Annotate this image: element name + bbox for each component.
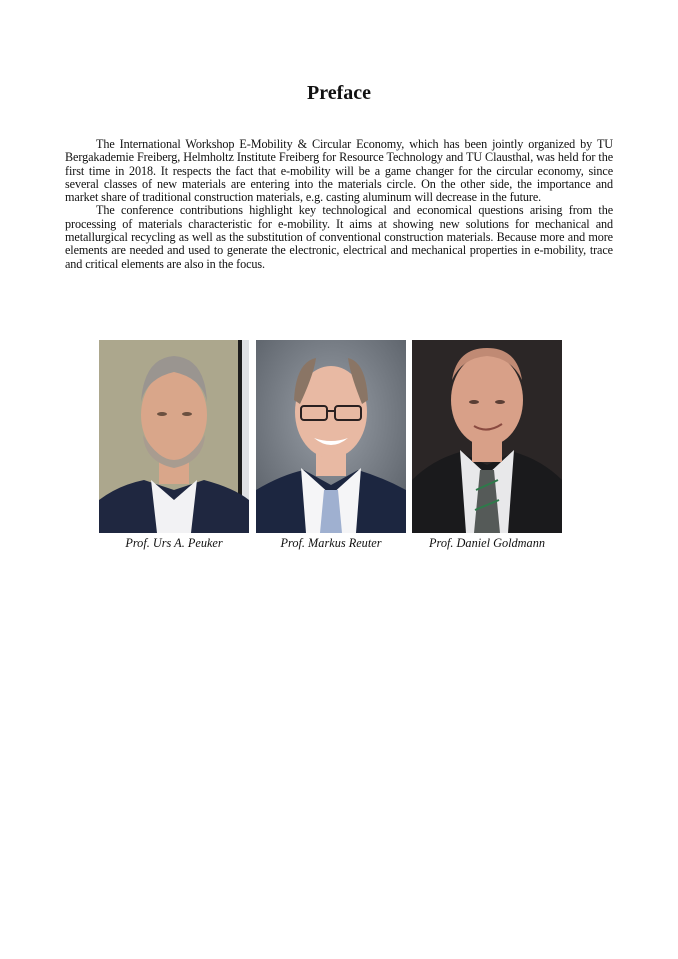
person-photo-icon [99,340,249,533]
paragraph-1: The International Workshop E-Mobility & Circular Economy, which has been jointly organized by TU Bergakademie Freiberg, Helmholtz Institute Freiberg for Resource Technology and TU Clausthal, was held for the first time in 2018. It respects the fact that e-mobility will be a game changer for the circular economy, since several classes of new materials are entering into the materials circle. On the other side, the importance and market share of traditional construction materials, e.g. casting aluminum will decrease in the future. [65,137,613,205]
preface-body [65,138,613,271]
portrait-photo-peuker [99,340,249,533]
portrait-caption: Prof. Daniel Goldmann [428,536,546,550]
person-photo-icon [256,340,406,533]
portrait-peuker [99,340,249,550]
portrait-photo-goldmann [412,340,562,533]
paragraph-2: The conference contributions highlight key technological and economical questions arising from the processing of materials characteristic for e-mobility. It aims at showing new solutions for mechanical and metallurgical recycling as well as the substitution of conventional construction materials. Because more and more elements are needed and used to generate the electronic, electrical and mechanical properties in e-mobility, trace and critical elements are also in the focus. [65,203,613,271]
portrait-goldmann [412,340,562,550]
portrait-caption: Prof. Markus Reuter [280,536,382,550]
page-title: Preface [306,82,372,104]
portrait-photo-reuter [256,340,406,533]
portrait-gallery [99,340,563,552]
portrait-reuter [256,340,406,550]
person-photo-icon [412,340,562,533]
portrait-caption: Prof. Urs A. Peuker [125,536,223,550]
